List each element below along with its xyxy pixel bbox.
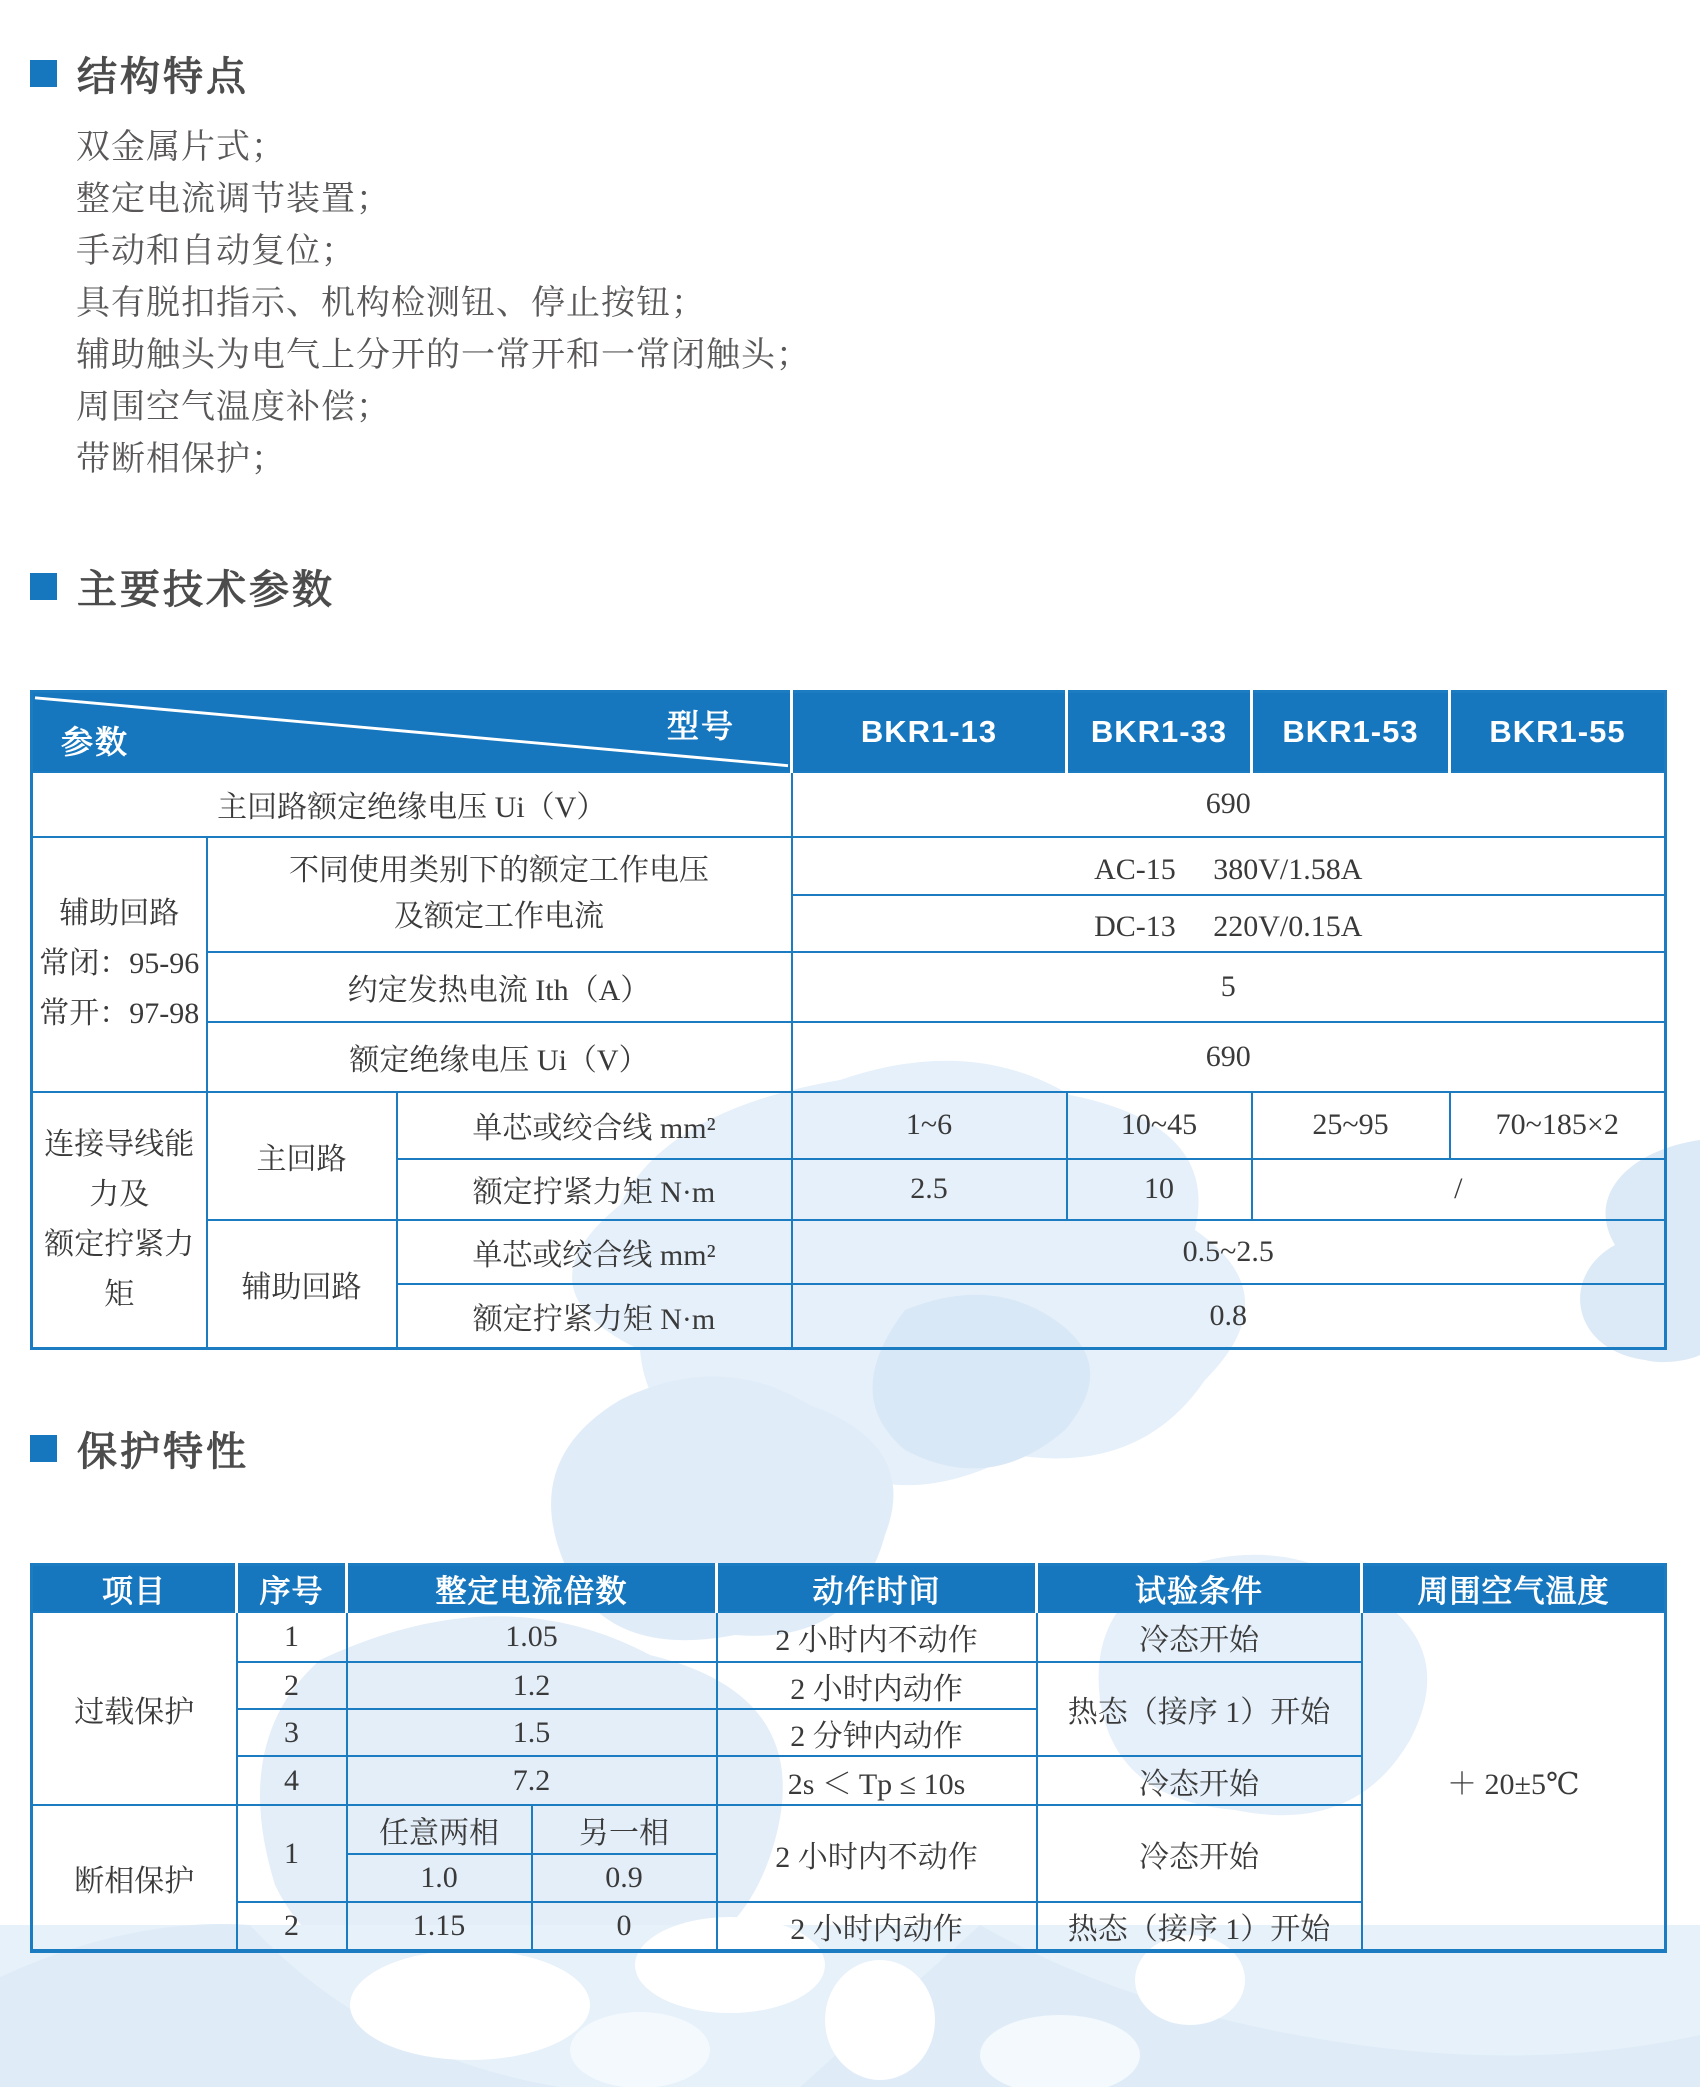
group-label-line: 额定拧紧力矩 [44,1227,195,1311]
aux-circuit-label-cell: 辅助回路 [207,1220,397,1349]
column-header: 周围空气温度 [1362,1565,1666,1613]
group-label-line: 常闭：95-96 [39,947,200,980]
ambient-temp-cell: ＋ 20±5℃ [1362,1612,1666,1951]
multiple-cell: 1.0 [347,1854,532,1902]
action-time-cell: 2 小时内不动作 [717,1805,1037,1902]
section-title: 主要技术参数 [77,568,335,612]
param-label-line: 不同使用类别下的额定工作电压 [289,854,709,887]
param-value-cell: AC-15 380V/1.58A [792,837,1666,895]
seq-cell: 1 [237,1805,347,1902]
column-header: 序号 [237,1565,347,1613]
param-value-cell: DC-13 220V/0.15A [792,895,1666,952]
table-row [32,1092,1666,1159]
table-header-row [32,1565,1666,1613]
test-condition-cell: 冷态开始 [1037,1756,1362,1805]
table-row [32,952,1666,1022]
param-value-cell: 1~6 [792,1092,1067,1159]
multiple-cell: 0.9 [532,1854,717,1902]
protection-table [30,1563,1667,1953]
corner-label-model: 型号 [666,708,735,744]
column-header: 试验条件 [1037,1565,1362,1613]
wire-capacity-group-cell [32,1092,207,1349]
model-column-header: BKR1-13 [792,692,1067,772]
feature-item: 双金属片式； [76,128,286,166]
multiple-cell: 1.05 [347,1612,717,1662]
param-value-cell: 10~45 [1067,1092,1252,1159]
seq-cell: 4 [237,1756,347,1805]
group-label-line: 常开：97-98 [39,997,200,1030]
action-time-cell: 2s ＜ Tp ≤ 10s [717,1756,1037,1805]
aux-circuit-group-cell [32,837,207,1092]
test-condition-cell: 热态（接序 1）开始 [1037,1902,1362,1951]
diagonal-corner-cell [32,692,792,772]
model-column-header: BKR1-53 [1252,692,1450,772]
feature-list [76,121,811,485]
feature-item: 周围空气温度补偿； [76,388,391,426]
group-label-line: 辅助回路 [59,897,180,930]
param-value-cell: / [1252,1159,1666,1220]
param-value-cell: 690 [792,772,1666,837]
multiple-cell: 1.15 [347,1902,532,1951]
corner-label-param: 参数 [61,723,130,760]
param-label-cell: 约定发热电流 Ith（A） [207,952,792,1022]
sub-header-cell: 任意两相 [347,1805,532,1854]
param-label-cell: 额定拧紧力矩 N·m [397,1159,792,1220]
sub-header-cell: 另一相 [532,1805,717,1854]
param-value-cell: 0.5~2.5 [792,1220,1666,1284]
test-condition-cell: 冷态开始 [1037,1612,1362,1662]
param-label-cell: 主回路额定绝缘电压 Ui（V） [32,772,792,837]
seq-cell: 3 [237,1709,347,1756]
param-label-cell: 额定拧紧力矩 N·m [397,1284,792,1349]
param-value-cell: 690 [792,1022,1666,1092]
model-column-header: BKR1-33 [1067,692,1252,772]
action-time-cell: 2 小时内动作 [717,1902,1037,1951]
table-row [32,837,1666,895]
action-time-cell: 2 小时内不动作 [717,1612,1037,1662]
table-row [32,1612,1666,1662]
param-label-cell: 额定绝缘电压 Ui（V） [207,1022,792,1092]
section-structure-header [30,45,249,102]
section-bullet-icon [30,1435,57,1462]
multiple-cell: 1.5 [347,1709,717,1756]
model-column-header: BKR1-55 [1450,692,1666,772]
param-label-cell: 单芯或绞合线 mm² [397,1092,792,1159]
multiple-cell: 0 [532,1902,717,1951]
param-value-cell: 25~95 [1252,1092,1450,1159]
param-label-cell [207,837,792,952]
table-row [32,1220,1666,1284]
multiple-cell: 7.2 [347,1756,717,1805]
feature-item: 具有脱扣指示、机构检测钮、停止按钮； [76,284,706,322]
test-condition-cell: 冷态开始 [1037,1805,1362,1902]
section-params-header [30,558,335,615]
section-title: 保护特性 [77,1430,249,1474]
seq-cell: 1 [237,1612,347,1662]
feature-item: 手动和自动复位； [76,232,356,270]
action-time-cell: 2 小时内动作 [717,1662,1037,1709]
open-phase-group-cell: 断相保护 [32,1805,237,1951]
seq-cell: 2 [237,1902,347,1951]
feature-item: 辅助触头为电气上分开的一常开和一常闭触头； [76,336,811,374]
section-title: 结构特点 [77,55,249,99]
table-row [32,1022,1666,1092]
table-header-row [32,692,1666,772]
action-time-cell: 2 分钟内动作 [717,1709,1037,1756]
test-condition-cell: 热态（接序 1）开始 [1037,1662,1362,1756]
param-value-cell: 5 [792,952,1666,1022]
section-protection-header [30,1420,249,1477]
table-row [32,772,1666,837]
main-circuit-label-cell: 主回路 [207,1092,397,1220]
param-value-cell: 2.5 [792,1159,1067,1220]
section-bullet-icon [30,60,57,87]
column-header: 整定电流倍数 [347,1565,717,1613]
param-label-line: 及额定工作电流 [394,900,604,933]
column-header: 动作时间 [717,1565,1037,1613]
feature-item: 整定电流调节装置； [76,180,391,218]
param-label-cell: 单芯或绞合线 mm² [397,1220,792,1284]
param-value-cell: 70~185×2 [1450,1092,1666,1159]
tech-params-table [30,690,1667,1350]
group-label-line: 连接导线能力及 [44,1127,195,1211]
param-value-cell: 10 [1067,1159,1252,1220]
param-value-cell: 0.8 [792,1284,1666,1349]
seq-cell: 2 [237,1662,347,1709]
section-bullet-icon [30,573,57,600]
overload-group-cell: 过载保护 [32,1612,237,1805]
multiple-cell: 1.2 [347,1662,717,1709]
column-header: 项目 [32,1565,237,1613]
feature-item: 带断相保护； [76,440,286,478]
